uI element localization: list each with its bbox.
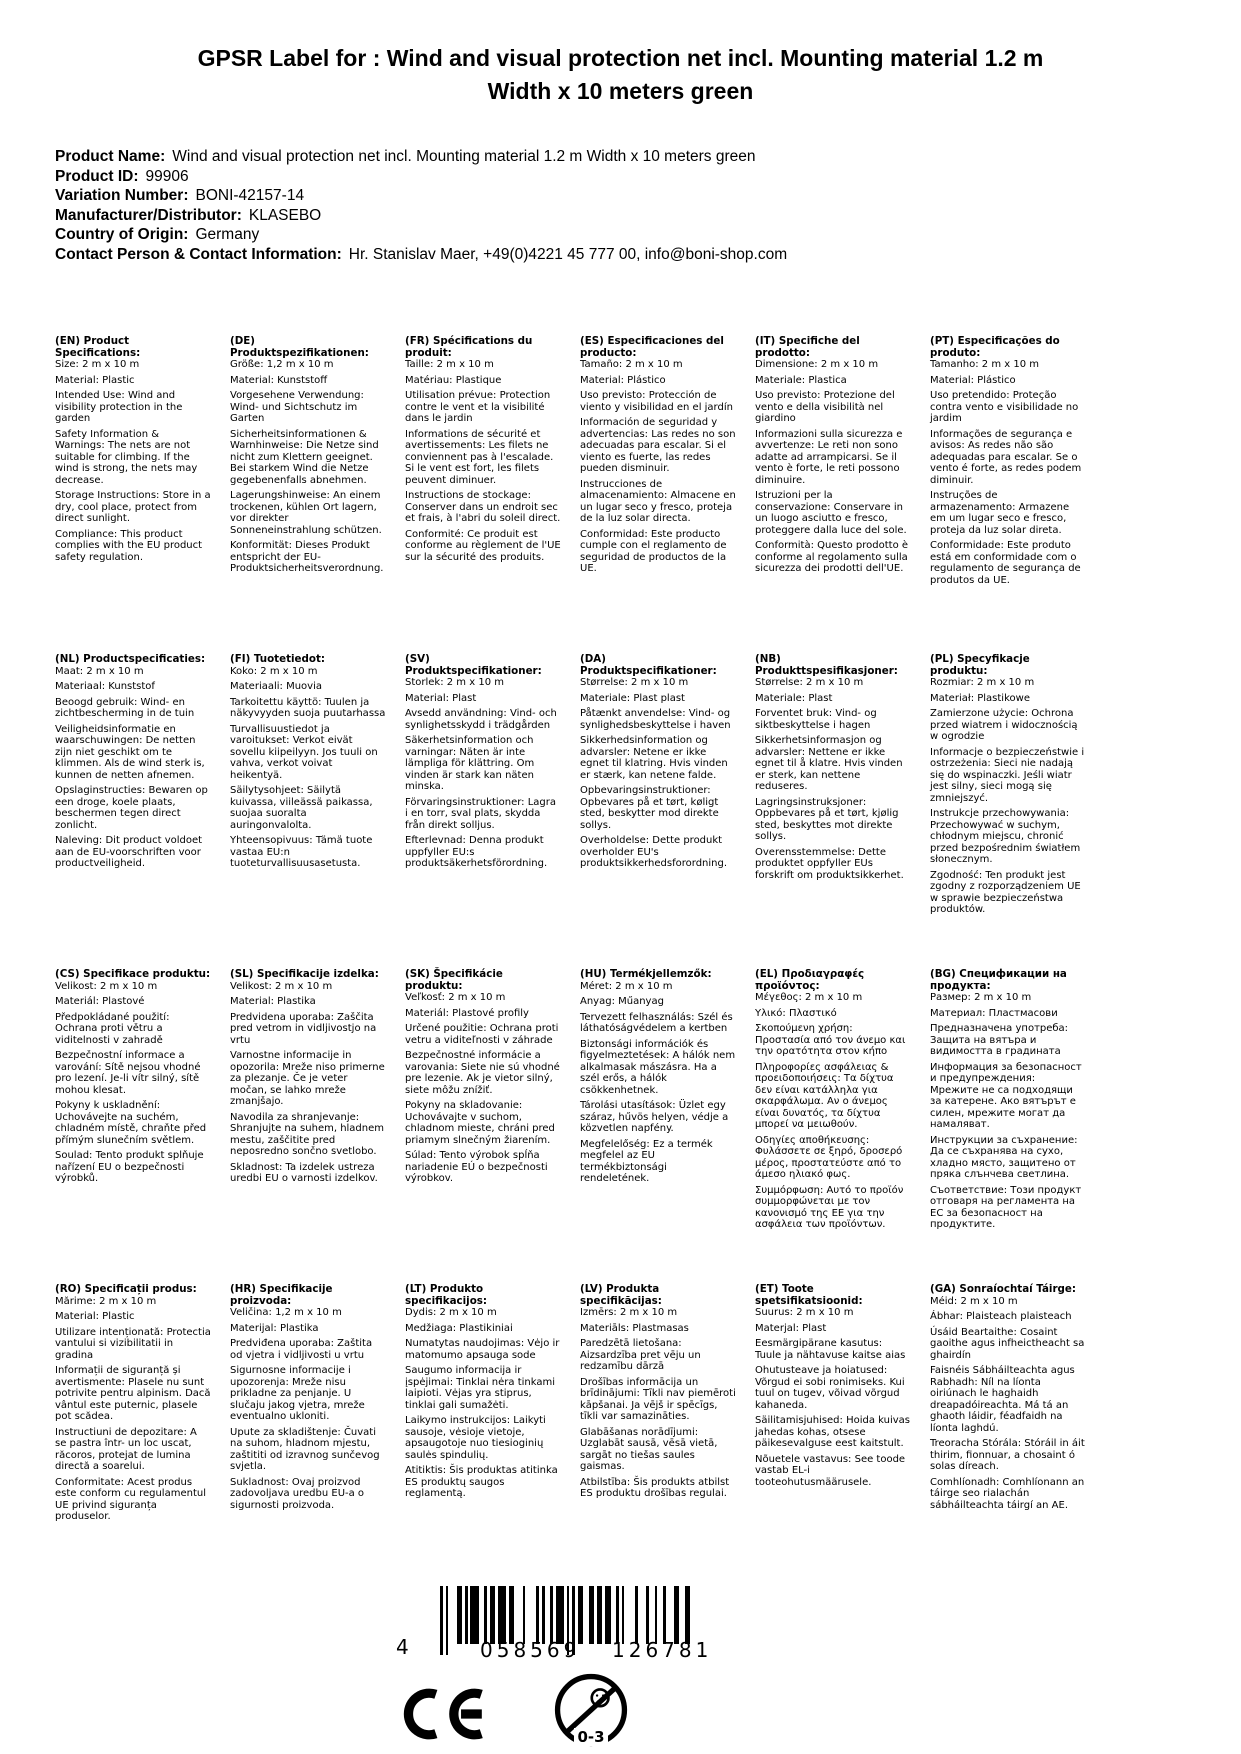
- lang-block-heading: (DA) Produktspecifikationer:: [580, 653, 717, 677]
- spec-paragraph: Turvallisuustiedot ja varoitukset: Verkot eivät sovellu kiipeilyyn. Jos tuuli on vahva, verkot voivat heikentyä.: [230, 723, 378, 781]
- spec-paragraph: Sicherheitsinformationen & Warnhinweise: Die Netze sind nicht zum Klettern geeignet. Bei starkem Wind die Netze gegebenenfalls abnehmen.: [230, 428, 379, 486]
- product-info-value: KLASEBO: [248, 206, 322, 224]
- spec-paragraph: Glabāšanas norādījumi: Uzglabāt sausā, vēsā vietā, sargāt no tiešas saules gaismas.: [580, 1426, 718, 1472]
- spec-paragraph: Upute za skladištenje: Čuvati na suhom, hladnom mjestu, zaštititi od izravnog sunčevog svjetla.: [230, 1426, 380, 1472]
- lang-block-hr: [230, 1284, 386, 1523]
- spec-paragraph: Velikost: 2 m x 10 m: [55, 980, 158, 992]
- barcode-digits-right: 126781: [612, 1638, 713, 1662]
- product-info-value: Wind and visual protection net incl. Mounting material 1.2 m Width x 10 meters green: [172, 148, 756, 165]
- spec-paragraph: Instructions de stockage: Conserver dans un endroit sec et frais, à l'abri du soleil direct.: [405, 490, 561, 524]
- spec-paragraph: Συμμόρφωση: Αυτό το προϊόν συμμορφώνεται με τον κανονισμό της ΕΕ για την ασφάλεια των προϊόντων.: [755, 1184, 904, 1230]
- product-info-row: [55, 225, 1201, 245]
- lang-block-pt: [930, 336, 1086, 654]
- product-info-section: [55, 147, 1201, 264]
- spec-paragraph: Navodila za shranjevanje: Shranjujte na suhem, hladnem mestu, zaščitite pred neposredno sončno svetlobo.: [230, 1111, 385, 1157]
- lang-block-hu: [580, 969, 736, 1284]
- spec-paragraph: Predviđena uporaba: Zaštita od vjetra i vidljivosti u vrtu: [230, 1338, 373, 1361]
- spec-paragraph: Υλικό: Πλαστικό: [755, 1007, 837, 1019]
- lang-block-heading: (PL) Specyfikacje produktu:: [930, 653, 1030, 677]
- spec-paragraph: Материал: Пластмасови: [930, 1007, 1058, 1019]
- spec-paragraph: Predvidena uporaba: Zaščita pred vetrom in vidljivostjo na vrtu: [230, 1011, 377, 1046]
- spec-paragraph: Materiale: Plast: [755, 692, 833, 704]
- product-info-label: Contact Person & Contact Information:: [55, 245, 342, 263]
- lang-block-ga: [930, 1284, 1086, 1523]
- spec-paragraph: Atitiktis: Šis produktas atitinka ES produktų saugos reglamentą.: [405, 1465, 558, 1499]
- spec-paragraph: Materiaali: Muovia: [230, 681, 322, 692]
- spec-paragraph: Varnostne informacije in opozorila: Mreže niso primerne za plezanje. Če je veter močan, se lahko mreže zmanjšajo.: [230, 1050, 385, 1107]
- spec-paragraph: Veiligheidsinformatie en waarschuwingen: De netten zijn niet geschikt om te klimmen. Als de wind sterk is, kunnen de netten afnemen.: [55, 723, 205, 781]
- spec-paragraph: Säkerhetsinformation och varningar: Näten är inte lämpliga för klättring. Om vinden är stark kan näten minska.: [405, 735, 535, 792]
- spec-paragraph: Materiał: Plastikowe: [930, 692, 1030, 704]
- spec-paragraph: Mărime: 2 m x 10 m: [55, 1295, 157, 1307]
- spec-paragraph: Utilizare intenționată: Protectia vantului si vizibilitatii in gradina: [55, 1326, 211, 1361]
- spec-paragraph: Utilisation prévue: Protection contre le vent et la visibilité dans le jardin: [405, 390, 551, 424]
- spec-paragraph: Zamierzone użycie: Ochrona przed wiatrem i widocznością w ogrodzie: [930, 708, 1078, 742]
- spec-paragraph: Påtænkt anvendelse: Vind- og synlighedsbeskyttelse i haven: [580, 708, 731, 731]
- spec-paragraph: Σκοπούμενη χρήση: Προστασία από τον άνεμο και την ορατότητα στον κήπο: [755, 1023, 906, 1057]
- spec-paragraph: Naleving: Dit product voldoet aan de EU-voorschriften voor productveiligheid.: [55, 835, 203, 869]
- spec-paragraph: Forventet bruk: Vind- og siktbeskyttelse i hagen: [755, 708, 877, 731]
- spec-paragraph: Размер: 2 m x 10 m: [930, 992, 1032, 1003]
- spec-paragraph: Saugumo informacija ir įspėjimai: Tinklai nėra tinkami laipioti. Vėjas yra stiprus, tinklai gali sumažėti.: [405, 1365, 556, 1411]
- spec-paragraph: Informații de siguranță și avertismente: Plasele nu sunt potrivite pentru alpinism. Dacă vântul este puternic, plasele pot scădea.: [55, 1365, 211, 1422]
- product-info-label: Product Name:: [55, 148, 166, 165]
- barcode-digits-left: 058569: [480, 1638, 581, 1662]
- spec-paragraph: Medžiaga: Plastikiniai: [405, 1322, 513, 1334]
- page-title: [0, 42, 1241, 109]
- lang-block-fr: [405, 336, 561, 654]
- spec-paragraph: Materiál: Plastové: [55, 996, 145, 1007]
- spec-paragraph: Tervezett felhasználás: Szél és láthatóságvédelem a kertben: [580, 1011, 733, 1034]
- spec-paragraph: Størrelse: 2 m x 10 m: [580, 677, 689, 688]
- spec-paragraph: Informations de sécurité et avertissements: Les filets ne conviennent pas à l'escalade. Si le vent est fort, les filets peuvent diminuer.: [405, 428, 554, 486]
- spec-paragraph: Instrucciones de almacenamiento: Almacene en un lugar seco y fresco, proteja de la luz solar directa.: [580, 478, 736, 524]
- spec-paragraph: Koko: 2 m x 10 m: [230, 665, 318, 677]
- lang-block-heading: (FI) Tuotetiedot:: [230, 653, 325, 665]
- spec-paragraph: Tárolási utasítások: Üzlet egy száraz, hűvös helyen, védje a közvetlen napfény.: [580, 1100, 729, 1134]
- barcode-digit-first: 4: [396, 1635, 409, 1659]
- spec-paragraph: Vorgesehene Verwendung: Wind- und Sichtschutz im Garten: [230, 390, 364, 424]
- product-info-row: [55, 206, 1201, 226]
- spec-paragraph: Opbevaringsinstruktioner: Opbevares på et tørt, køligt sted, beskytter mod direkte sollys.: [580, 785, 719, 831]
- product-info-row: [55, 245, 1201, 265]
- lang-block-heading: (DE) Produktspezifikationen:: [230, 335, 369, 359]
- age-warning-label: 0-3: [574, 1728, 608, 1746]
- spec-paragraph: Uso previsto: Protección de viento y visibilidad en el jardín: [580, 390, 733, 413]
- spec-paragraph: Laikymo instrukcijos: Laikyti sausoje, vėsioje vietoje, apsaugotoje nuo tiesioginių saulės spindulių.: [405, 1415, 546, 1461]
- spec-paragraph: Faisnéis Sábháilteachta agus Rabhadh: Níl na líonta oiriúnach le haghaidh dreapadóireachta. Má tá an ghaoth láidir, féadfaidh na líonta laghdú.: [930, 1365, 1075, 1434]
- spec-paragraph: Material: Plast: [405, 692, 477, 704]
- spec-paragraph: Opslaginstructies: Bewaren op een droge, koele plaats, beschermen tegen direct zonlicht.: [55, 785, 208, 831]
- product-info-label: Manufacturer/Distributor:: [55, 206, 242, 224]
- spec-paragraph: Förvaringsinstruktioner: Lagra i en torr, sval plats, skydda från direkt solljus.: [405, 796, 557, 831]
- spec-paragraph: Úsáid Beartaithe: Cosaint gaoithe agus infheictheacht sa ghairdín: [930, 1326, 1085, 1361]
- lang-block-heading: (NL) Productspecificaties:: [55, 653, 206, 665]
- lang-block-bg: [930, 969, 1086, 1284]
- spec-paragraph: Sikkerhetsinformasjon og advarsler: Nettene er ikke egnet til å klatre. Hvis vinden er sterk, kan nettene reduseres.: [755, 735, 903, 792]
- spec-paragraph: Efterlevnad: Denna produkt uppfyller EU:s produktsäkerhetsförordning.: [405, 835, 548, 869]
- lang-block-sk: [405, 969, 561, 1284]
- spec-paragraph: Paredzētā lietošana: Aizsardzība pret vēju un redzamību dārzā: [580, 1338, 701, 1372]
- spec-paragraph: Zgodność: Ten produkt jest zgodny z rozporządzeniem UE w sprawie bezpieczeństwa produktów.: [930, 869, 1081, 915]
- spec-paragraph: Dimensione: 2 m x 10 m: [755, 359, 879, 370]
- spec-paragraph: Lagringsinstruksjoner: Oppbevares på et tørt, kjølig sted, beskyttes mot direkte sollys.: [755, 796, 899, 842]
- spec-paragraph: Compliance: This product complies with the EU product safety regulation.: [55, 528, 203, 563]
- spec-paragraph: Lagerungshinweise: An einem trockenen, kühlen Ort lagern, vor direkter Sonneneinstrahlung schützen.: [230, 490, 382, 536]
- spec-paragraph: Méid: 2 m x 10 m: [930, 1295, 1018, 1307]
- spec-paragraph: Bezpečnostné informácie a varovania: Siete nie sú vhodné pre lezenie. Ak je vietor silný, siete môžu znížiť.: [405, 1050, 560, 1096]
- lang-block-heading: (LT) Produkto specifikacijos:: [405, 1283, 488, 1307]
- spec-paragraph: Conformité: Ce produit est conforme au règlement de l'UE sur la sécurité des produits.: [405, 528, 561, 563]
- lang-block-heading: (FR) Spécifications du produit:: [405, 335, 533, 359]
- spec-paragraph: Veličina: 1,2 m x 10 m: [230, 1307, 342, 1318]
- language-specs-grid: [55, 336, 1105, 1523]
- spec-paragraph: Maat: 2 m x 10 m: [55, 665, 144, 677]
- spec-paragraph: Súlad: Tento výrobok spĺňa nariadenie EÚ o bezpečnosti výrobkov.: [405, 1150, 548, 1184]
- spec-paragraph: Material: Plastic: [55, 1311, 135, 1322]
- spec-paragraph: Biztonsági információk és figyelmeztetések: A hálók nem alkalmasak mászásra. Ha a szél erős, a hálók csökkenhetnek.: [580, 1038, 736, 1096]
- lang-block-heading: (NB) Produkttspesifikasjoner:: [755, 653, 898, 677]
- lang-block-heading: (HU) Termékjellemzők:: [580, 968, 712, 980]
- spec-paragraph: Størrelse: 2 m x 10 m: [755, 677, 864, 688]
- spec-paragraph: Sukladnost: Ovaj proizvod zadovoljava uredbu EU-a o sigurnosti proizvoda.: [230, 1476, 365, 1511]
- spec-paragraph: Nõuetele vastavus: See toode vastab EL-i tooteohutusmäärusele.: [755, 1453, 906, 1488]
- spec-paragraph: Οδηγίες αποθήκευσης: Φυλάσσετε σε ξηρό, δροσερό μέρος, προστατεύστε από το άμεσο ηλιακό φως.: [755, 1134, 903, 1180]
- spec-paragraph: Säilitamisjuhised: Hoida kuivas jahedas kohas, otsese päikesevalguse eest kaitstult.: [755, 1415, 911, 1449]
- lang-block-lv: [580, 1284, 736, 1523]
- lang-block-pl: [930, 654, 1086, 969]
- lang-block-sv: [405, 654, 561, 969]
- lang-block-heading: (BG) Спецификации на продукта:: [930, 968, 1067, 992]
- lang-block-heading: (ES) Especificaciones del producto:: [580, 335, 724, 359]
- product-info-row: [55, 147, 1201, 167]
- age-warning-0-3-icon: [553, 1672, 629, 1754]
- spec-paragraph: Drošības informācija un brīdinājumi: Tīkli nav piemēroti kāpšanai. Ja vējš ir spēcīgs, tīkli var samazināties.: [580, 1376, 736, 1422]
- lang-block-heading: (EL) Προδιαγραφές προϊόντος:: [755, 968, 865, 992]
- product-info-label: Variation Number:: [55, 187, 189, 204]
- spec-paragraph: Съответствие: Този продукт отговаря на регламента на ЕС за безопасност на продуктите.: [930, 1184, 1082, 1230]
- spec-paragraph: Material: Kunststoff: [230, 374, 328, 386]
- lang-block-da: [580, 654, 736, 969]
- spec-paragraph: Dydis: 2 m x 10 m: [405, 1307, 497, 1318]
- lang-block-lt: [405, 1284, 561, 1523]
- spec-paragraph: Materiál: Plastové profily: [405, 1007, 529, 1019]
- ce-mark-icon: [402, 1686, 484, 1746]
- spec-paragraph: Suurus: 2 m x 10 m: [755, 1307, 854, 1318]
- lang-block-el: [755, 969, 911, 1284]
- product-info-row: [55, 186, 1201, 206]
- spec-paragraph: Yhteensopivuus: Tämä tuote vastaa EU:n tuoteturvallisuusasetusta.: [230, 835, 373, 869]
- spec-paragraph: Anyag: Műanyag: [580, 996, 664, 1007]
- spec-paragraph: Conformitate: Acest produs este conform cu regulamentul UE privind siguranța produselor.: [55, 1476, 206, 1522]
- spec-paragraph: Overensstemmelse: Dette produktet oppfyller EUs forskrift om produktsikkerhet.: [755, 846, 904, 881]
- ean13-barcode: [392, 1586, 732, 1681]
- spec-paragraph: Информация за безопасност и предупреждения: Мрежите не са подходящи за катерене. Ако вятърът е силен, мрежите могат да намаляват.: [930, 1061, 1082, 1130]
- spec-paragraph: Materiaal: Kunststof: [55, 681, 155, 692]
- spec-paragraph: Instruções de armazenamento: Armazene em um lugar seco e fresco, proteja da luz solar direta.: [930, 490, 1070, 536]
- spec-paragraph: Avsedd användning: Vind- och synlighetsskydd i trädgården: [405, 708, 557, 731]
- spec-paragraph: Velikost: 2 m x 10 m: [230, 980, 333, 992]
- lang-block-heading: (GA) Sonraíochtaí Táirge:: [930, 1283, 1077, 1295]
- spec-paragraph: Tarkoitettu käyttö: Tuulen ja näkyvyyden suoja puutarhassa: [230, 696, 386, 719]
- product-info-value: 99906: [145, 167, 189, 185]
- spec-paragraph: Conformidad: Este producto cumple con el reglamento de seguridad de productos de la UE.: [580, 528, 727, 574]
- spec-paragraph: Material: Plástico: [580, 374, 666, 386]
- spec-paragraph: Atbilstība: Šis produkts atbilst ES produktu drošības regulai.: [580, 1476, 730, 1499]
- spec-paragraph: Material: Plastika: [230, 996, 316, 1007]
- spec-paragraph: Eesmärgipärane kasutus: Tuule ja nähtavuse kaitse aias: [755, 1338, 906, 1361]
- spec-paragraph: Tamaño: 2 m x 10 m: [580, 359, 683, 370]
- spec-paragraph: Overholdelse: Dette produkt overholder EU's produktsikkerhedsforordning.: [580, 835, 728, 869]
- product-info-row: [55, 167, 1201, 187]
- lang-block-heading: (HR) Specifikacije proizvoda:: [230, 1283, 333, 1307]
- spec-paragraph: Informações de segurança e avisos: As redes não são adequadas para escalar. Se o vento é forte, as redes podem diminuir.: [930, 428, 1082, 486]
- spec-paragraph: Instructiuni de depozitare: A se pastra într- un loc uscat, răcoros, protejat de lumina directă a soarelui.: [55, 1426, 197, 1472]
- lang-block-heading: (RO) Specificații produs:: [55, 1283, 197, 1295]
- spec-paragraph: Säilytysohjeet: Säilytä kuivassa, viileässä paikassa, suojaa suoralta auringonvalolta.: [230, 785, 373, 831]
- lang-block-heading: (PT) Especificações do produto:: [930, 335, 1060, 359]
- spec-paragraph: Numatytas naudojimas: Vėjo ir matomumo apsauga sode: [405, 1338, 560, 1361]
- spec-paragraph: Storage Instructions: Store in a dry, cool place, protect from direct sunlight.: [55, 490, 211, 524]
- product-info-value: Germany: [195, 226, 260, 243]
- spec-paragraph: Ohutusteave ja hoiatused: Võrgud ei sobi ronimiseks. Kui tuul on tugev, võivad võrgud kahaneda.: [755, 1365, 905, 1411]
- spec-paragraph: Veľkosť: 2 m x 10 m: [405, 992, 506, 1003]
- spec-paragraph: Conformità: Questo prodotto è conforme al regolamento sulla sicurezza dei prodotti dell'UE.: [755, 540, 909, 574]
- lang-block-cs: [55, 969, 211, 1284]
- page-title-text: GPSR Label for : Wind and visual protection net incl. Mounting material 1.2 m Width x 10 meters green: [197, 45, 1044, 105]
- spec-paragraph: Materiale: Plastica: [755, 374, 847, 386]
- product-info-value: BONI-42157-14: [195, 187, 305, 204]
- spec-paragraph: Conformidade: Este produto está em conformidade com o regulamento de segurança de produtos da UE.: [930, 540, 1081, 586]
- lang-block-sl: [230, 969, 386, 1284]
- spec-paragraph: Materiāls: Plastmasas: [580, 1322, 689, 1334]
- spec-paragraph: Información de seguridad y advertencias: Las redes no son adecuadas para escalar. Si el viento es fuerte, las redes pueden disminuir.: [580, 417, 736, 474]
- spec-paragraph: Ábhar: Plaisteach plaisteach: [930, 1311, 1072, 1322]
- spec-paragraph: Storlek: 2 m x 10 m: [405, 677, 504, 688]
- spec-paragraph: Intended Use: Wind and visibility protection in the garden: [55, 390, 183, 424]
- product-info-label: Product ID:: [55, 167, 139, 185]
- spec-paragraph: Skladnost: Ta izdelek ustreza uredbi EU o varnosti izdelkov.: [230, 1161, 378, 1184]
- lang-block-en: [55, 336, 211, 654]
- spec-paragraph: Pokyny k uskladnění: Uchovávejte na suchém, chladném místě, chraňte před přímým slunečním světlem.: [55, 1100, 207, 1146]
- lang-block-fi: [230, 654, 386, 969]
- spec-paragraph: Bezpečnostní informace a varování: Sítě nejsou vhodné pro lezení. Je-li vítr silný, sítě mohou klesat.: [55, 1050, 201, 1096]
- spec-paragraph: Materiale: Plast plast: [580, 692, 685, 704]
- lang-block-heading: (ET) Toote spetsifikatsioonid:: [755, 1283, 863, 1307]
- spec-paragraph: Určené použitie: Ochrana proti vetru a viditeľnosti v záhrade: [405, 1023, 559, 1046]
- lang-block-heading: (EN) Product Specifications:: [55, 335, 141, 359]
- lang-block-heading: (SL) Specifikacije izdelka:: [230, 968, 379, 980]
- spec-paragraph: Safety Information & Warnings: The nets are not suitable for climbing. If the wind is strong, the nets may decrease.: [55, 428, 198, 486]
- lang-block-et: [755, 1284, 911, 1523]
- lang-block-es: [580, 336, 736, 654]
- spec-paragraph: Taille: 2 m x 10 m: [405, 359, 494, 370]
- spec-paragraph: Uso previsto: Protezione del vento e della visibilità nel giardino: [755, 390, 895, 424]
- spec-paragraph: Materijal: Plastika: [230, 1322, 319, 1334]
- lang-block-heading: (CS) Specifikace produktu:: [55, 968, 211, 980]
- spec-paragraph: Istruzioni per la conservazione: Conservare in un luogo asciutto e fresco, proteggere dalla luce del sole.: [755, 490, 907, 536]
- spec-paragraph: Größe: 1,2 m x 10 m: [230, 359, 334, 370]
- spec-paragraph: Material: Plástico: [930, 374, 1016, 386]
- spec-paragraph: Soulad: Tento produkt splňuje nařízení EU o bezpečnosti výrobků.: [55, 1150, 204, 1184]
- lang-block-it: [755, 336, 911, 654]
- spec-paragraph: Pokyny na skladovanie: Uchovávajte v suchom, chladnom mieste, chráni pred priamym slnečným žiarením.: [405, 1100, 555, 1146]
- spec-paragraph: Предназначена употреба: Защита на вятъра и видимостта в градината: [930, 1023, 1069, 1057]
- spec-paragraph: Tamanho: 2 m x 10 m: [930, 359, 1039, 370]
- lang-block-ro: [55, 1284, 211, 1523]
- spec-paragraph: Megfelelőség: Ez a termék megfelel az EU termékbiztonsági rendeletének.: [580, 1138, 713, 1184]
- barcode-module: [690, 1586, 693, 1644]
- spec-paragraph: Izmērs: 2 m x 10 m: [580, 1307, 678, 1318]
- spec-paragraph: Πληροφορίες ασφάλειας & προειδοποιήσεις: Τα δίχτυα δεν είναι κατάλληλα για σκαρφάλωμα. Αν ο άνεμος είναι δυνατός, τα δίχτυα μπορεί να μειωθούν.: [755, 1061, 894, 1130]
- spec-paragraph: Beoogd gebruik: Wind- en zichtbescherming in de tuin: [55, 696, 195, 719]
- lang-block-de: [230, 336, 386, 654]
- spec-paragraph: Konformität: Dieses Produkt entspricht der EU-Produktsicherheitsverordnung.: [230, 540, 384, 574]
- product-info-label: Country of Origin:: [55, 226, 189, 243]
- spec-paragraph: Material: Plastic: [55, 374, 135, 386]
- spec-paragraph: Μέγεθος: 2 m x 10 m: [755, 992, 863, 1003]
- lang-block-heading: (SK) Špecifikácie produktu:: [405, 968, 503, 992]
- lang-block-nl: [55, 654, 211, 969]
- spec-paragraph: Informazioni sulla sicurezza e avvertenze: Le reti non sono adatte ad arrampicarsi. Se il vento è forte, le reti possono diminuire.: [755, 428, 903, 486]
- spec-paragraph: Sikkerhedsinformation og advarsler: Netene er ikke egnet til klatring. Hvis vinden er stærk, kan netene falde.: [580, 735, 728, 781]
- spec-paragraph: Matériau: Plastique: [405, 374, 502, 386]
- lang-block-heading: (LV) Produkta specifikācijas:: [580, 1283, 662, 1307]
- spec-paragraph: Инструкции за съхранение: Да се съхранява на сухо, хладно място, защитено от пряка слънчева светлина.: [930, 1134, 1078, 1180]
- spec-paragraph: Instrukcje przechowywania: Przechowywać w suchym, chłodnym miejscu, chronić przed bezpośrednim światłem słonecznym.: [930, 808, 1081, 865]
- spec-paragraph: Uso pretendido: Proteção contra vento e visibilidade no jardim: [930, 390, 1079, 424]
- spec-paragraph: Materjal: Plast: [755, 1322, 827, 1334]
- spec-paragraph: Sigurnosne informacije i upozorenja: Mreže nisu prikladne za penjanje. U slučaju jakog vjetra, mreže eventualno ukloniti.: [230, 1365, 365, 1422]
- lang-block-nb: [755, 654, 911, 969]
- spec-paragraph: Comhlíonadh: Comhlíonann an táirge seo rialachán sábháilteachta táirgí an AE.: [930, 1476, 1085, 1511]
- spec-paragraph: Méret: 2 m x 10 m: [580, 980, 673, 992]
- spec-paragraph: Size: 2 m x 10 m: [55, 359, 140, 370]
- lang-block-heading: (IT) Specifiche del prodotto:: [755, 335, 860, 359]
- product-info-value: Hr. Stanislav Maer, +49(0)4221 45 777 00, info@boni-shop.com: [348, 245, 788, 263]
- spec-paragraph: Předpokládané použití: Ochrana proti větru a viditelnosti v zahradě: [55, 1011, 170, 1046]
- spec-paragraph: Treoracha Stórála: Stóráil in áit thirim, fionnuar, a chosaint ó solas díreach.: [930, 1438, 1085, 1472]
- spec-paragraph: Rozmiar: 2 m x 10 m: [930, 677, 1035, 688]
- spec-paragraph: Informacje o bezpieczeństwie i ostrzeżenia: Sieci nie nadają się do wspinaczki. Jeśli wiatr jest silny, sieci mogą się zmniejszyć.: [930, 746, 1085, 804]
- lang-block-heading: (SV) Produktspecifikationer:: [405, 653, 542, 677]
